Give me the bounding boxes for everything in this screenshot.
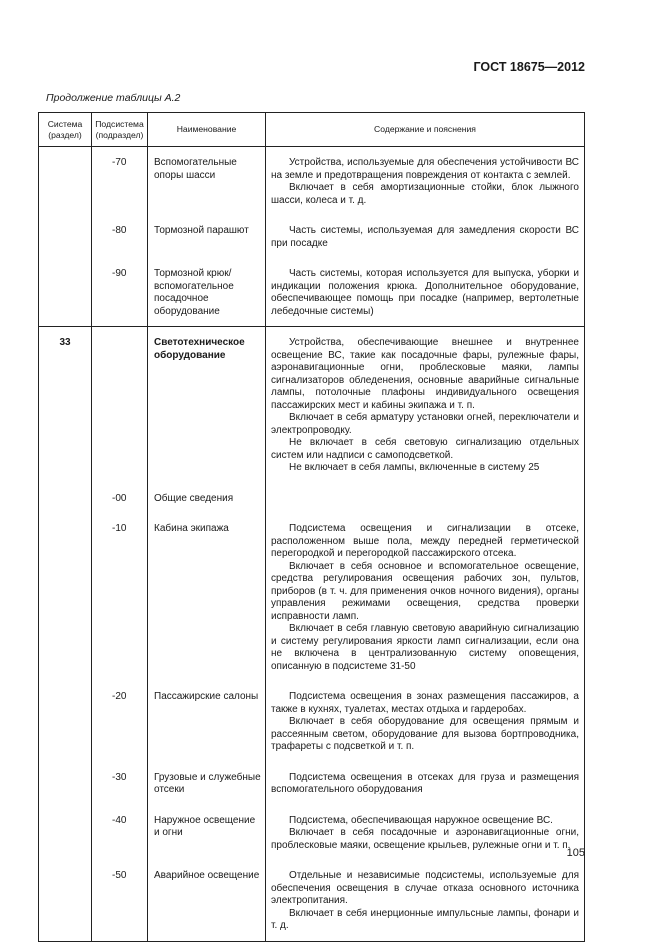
table-row [39, 215, 585, 258]
system-cell [39, 762, 92, 805]
description-paragraph: Подсистема, обеспечивающая наружное освещение ВС. [289, 814, 553, 826]
description-paragraph: Подсистема освещения и сигнализации в отсеке, расположенном выше пола, между передней герметической перегородкой и перегородкой пассажирского отсека. [271, 523, 579, 559]
description-paragraph: Подсистема освещения в отсеках для груза и размещения вспомогательного оборудования [271, 771, 579, 795]
description-cell [266, 762, 585, 805]
subsystem-cell: -40 [92, 805, 148, 861]
name-cell: Светотехническое оборудование [148, 327, 266, 483]
system-cell [39, 215, 92, 258]
table-row [39, 681, 585, 762]
table-row [39, 805, 585, 861]
description-cell [266, 805, 585, 861]
subsystem-cell: -50 [92, 860, 148, 941]
system-cell [39, 513, 92, 681]
systems-table [38, 112, 585, 942]
table-row [39, 762, 585, 805]
description-cell [266, 215, 585, 258]
table-row [39, 147, 585, 216]
description-paragraph: Часть системы, которая используется для выпуска, уборки и индикации положения крюка. Дополнительное оборудование, обеспечивающее помощь при посадке (например, вертолетные лебедочные системы) [271, 268, 579, 317]
subsystem-cell: -30 [92, 762, 148, 805]
description-paragraph: Включает в себя основное и вспомогательное освещение, средства регулирования освещения рабочих зон, пультов, приборов (в т. ч. для применения очков ночного видения), органы управления режимами освещения, средства проверки исправности ламп. [271, 560, 579, 622]
system-cell: 33 [39, 327, 92, 483]
description-cell [266, 860, 585, 941]
table-row [39, 258, 585, 327]
description-cell [266, 483, 585, 514]
system-cell [39, 147, 92, 216]
header-subsystem [92, 113, 148, 147]
name-cell: Вспомогательные опоры шасси [148, 147, 266, 216]
description-cell [266, 513, 585, 681]
description-cell [266, 258, 585, 327]
description-paragraph: Включает в себя инерционные импульсные лампы, фонари и т. д. [271, 907, 579, 931]
name-cell: Тормозной парашют [148, 215, 266, 258]
name-cell: Аварийное освещение [148, 860, 266, 941]
description-paragraph: Устройства, обеспечивающие внешнее и внутреннее освещение ВС, такие как посадочные фары, рулежные фары, аэронавигационные огни, проблесковые маяки, лампы сигнализаторов обледенения, основные аварийные сигнальные лампы, потолочные плафоны индивидуального освещения пассажирских мест и кабины экипажа и т. п. [271, 337, 579, 411]
header-name-label: Наименование [176, 124, 237, 134]
name-cell: Тормозной крюк/ вспомогательное посадочное оборудование [148, 258, 266, 327]
name-cell: Кабина экипажа [148, 513, 266, 681]
header-content-label: Содержание и пояснения [374, 124, 476, 134]
description-paragraph: Не включает в себя лампы, включенные в систему 25 [289, 462, 540, 473]
system-cell [39, 483, 92, 514]
system-cell [39, 805, 92, 861]
page-number: 105 [566, 847, 585, 859]
description-paragraph: Подсистема освещения в зонах размещения пассажиров, а также в кухнях, туалетах, местах отдыха и гардеробах. [271, 691, 579, 715]
description-paragraph: Устройства, используемые для обеспечения устойчивости ВС на земле и предотвращения повреждения от контакта с землей. [271, 157, 579, 181]
description-paragraph: Отдельные и независимые подсистемы, используемые для обеспечения освещения в случае отказа основного источника электропитания. [271, 870, 579, 906]
subsystem-cell: -80 [92, 215, 148, 258]
subsystem-cell [92, 327, 148, 483]
header-name [148, 113, 266, 147]
standard-header: ГОСТ 18675—2012 [473, 60, 585, 74]
subsystem-cell: -10 [92, 513, 148, 681]
subsystem-cell: -70 [92, 147, 148, 216]
name-cell: Наружное освещение и огни [148, 805, 266, 861]
name-cell: Общие сведения [148, 483, 266, 514]
header-content [266, 113, 585, 147]
description-paragraph: Включает в себя амортизационные стойки, блок лыжного шасси, колеса и т. д. [271, 182, 579, 206]
system-cell [39, 258, 92, 327]
system-cell [39, 860, 92, 941]
system-cell [39, 681, 92, 762]
description-paragraph: Включает в себя главную световую аварийную сигнализацию и систему регулирования яркости ламп сигнализации, если она не включена в централизованную систему оповещения, описанную в подсистеме 31-50 [271, 623, 579, 672]
description-cell [266, 147, 585, 216]
description-paragraph: Не включает в себя световую сигнализацию отдельных систем или надписи с самоподсветкой. [271, 437, 579, 461]
subsystem-cell: -90 [92, 258, 148, 327]
subsystem-cell: -20 [92, 681, 148, 762]
table-row [39, 860, 585, 941]
description-paragraph: Часть системы, используемая для замедления скорости ВС при посадке [271, 225, 579, 249]
table-header-row [39, 113, 585, 147]
header-system [39, 113, 92, 147]
name-cell: Пассажирские салоны [148, 681, 266, 762]
subsystem-cell: -00 [92, 483, 148, 514]
description-paragraph: Включает в себя оборудование для освещения прямым и рассеянным светом, оборудование для вызова бортпроводника, трафареты с подсветкой и т. п. [271, 716, 579, 752]
description-cell [266, 681, 585, 762]
name-cell: Грузовые и служебные отсеки [148, 762, 266, 805]
table-row [39, 483, 585, 514]
description-paragraph: Включает в себя арматуру установки огней, переключатели и электропроводку. [271, 412, 579, 436]
header-subsystem-label: Подсистема (подраздел) [95, 118, 144, 140]
table-row [39, 327, 585, 483]
table-row [39, 513, 585, 681]
table-caption: Продолжение таблицы А.2 [46, 92, 181, 104]
description-cell [266, 327, 585, 483]
header-system-label: Система (раздел) [47, 118, 83, 140]
description-paragraph: Включает в себя посадочные и аэронавигационные огни, проблесковые маяки, освещение крыльев, рулежные огни и т. п. [271, 827, 579, 851]
